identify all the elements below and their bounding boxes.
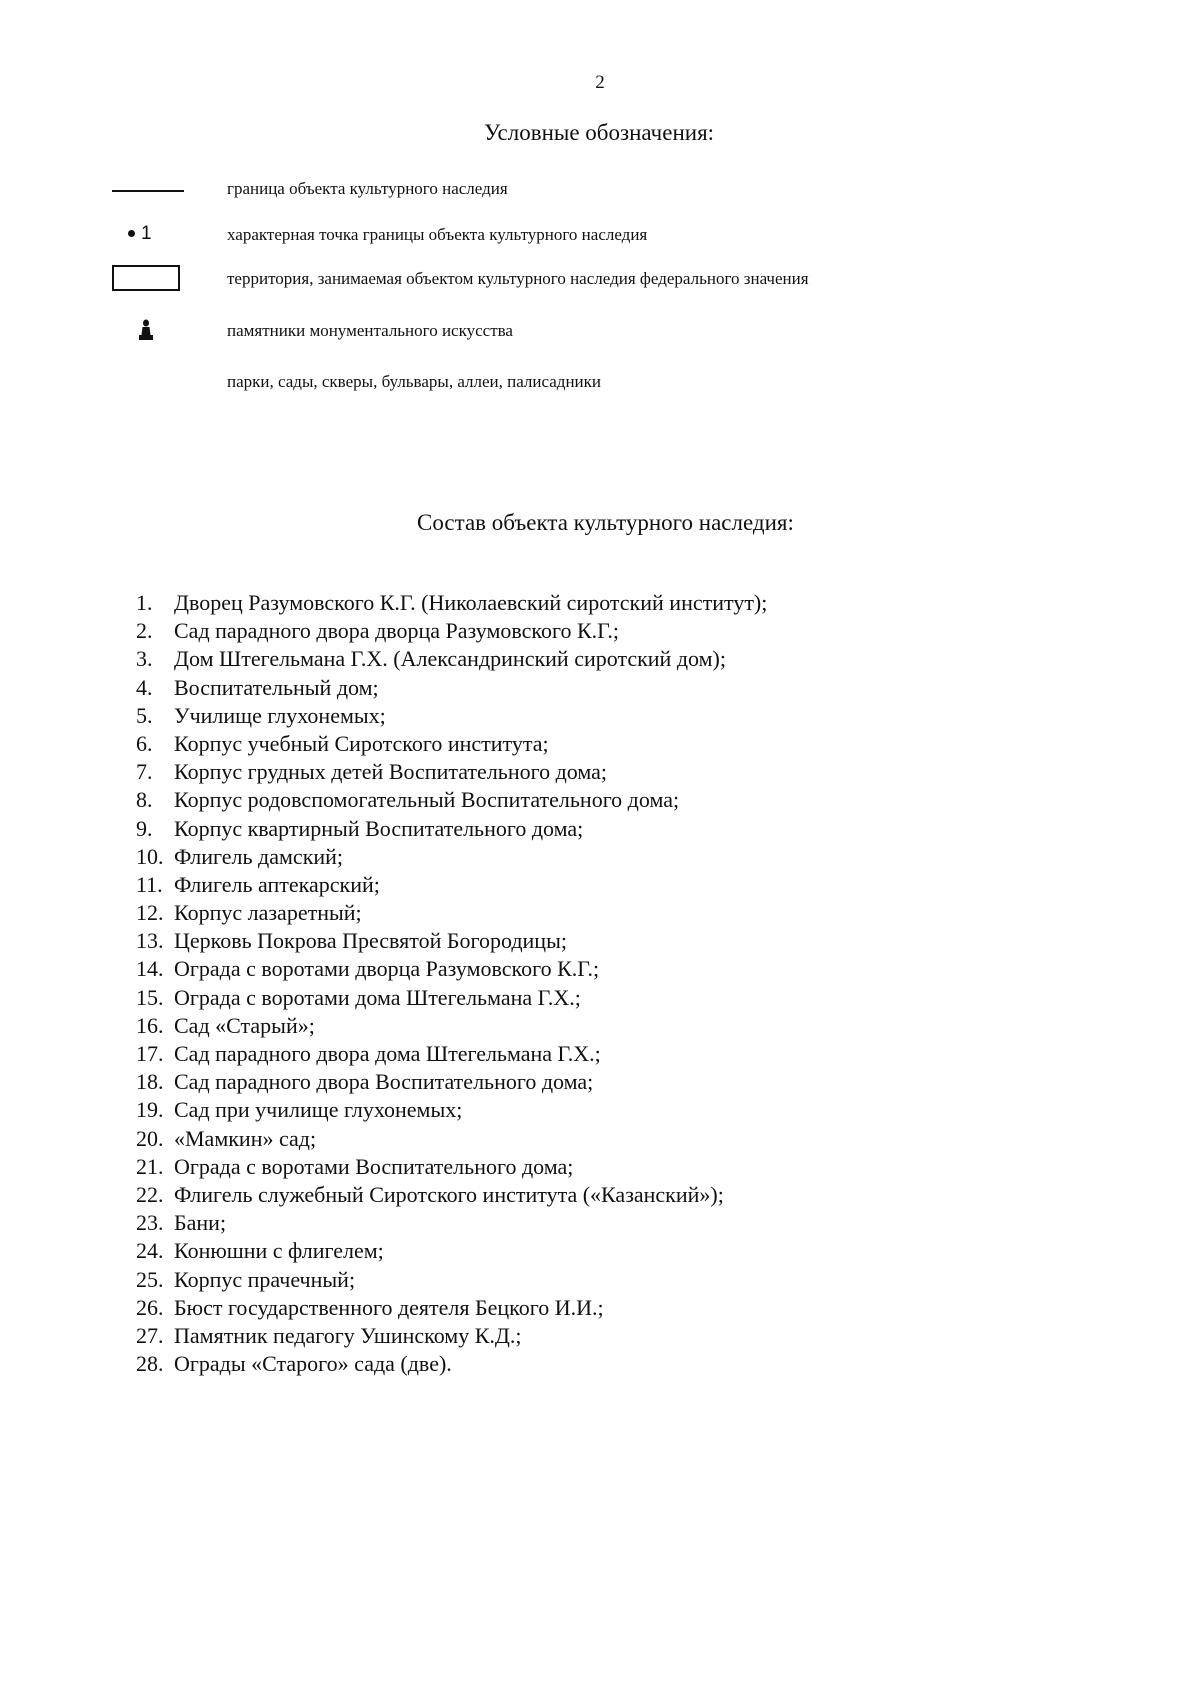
list-item-number: 5. <box>136 702 153 728</box>
list-item-number: 8. <box>136 787 153 813</box>
list-item-number: 4. <box>136 674 153 700</box>
legend-item-parks <box>0 366 1200 400</box>
list-item-text: Конюшни с флигелем; <box>174 1238 384 1264</box>
list-item-number: 15. <box>136 984 164 1010</box>
list-item-number: 9. <box>136 815 153 841</box>
list-item-number: 18. <box>136 1069 164 1095</box>
list-item-number: 24. <box>136 1238 164 1264</box>
list-item-text: Флигель дамский; <box>174 843 344 869</box>
list-item-number: 23. <box>136 1210 164 1236</box>
list-item-text: Корпус грудных детей Воспитательного дома; <box>174 759 607 785</box>
list-item-number: 12. <box>136 900 164 926</box>
list-item-text: Бани; <box>174 1210 227 1236</box>
list-item-number: 10. <box>136 843 164 869</box>
list-item-text: Корпус учебный Сиротского института; <box>174 730 549 756</box>
list-item-text: Флигель служебный Сиротского института («Казанский»); <box>174 1181 724 1207</box>
list-item-number: 6. <box>136 730 153 756</box>
legend-item-territory <box>0 263 1200 297</box>
legend-item-label: граница объекта культурного наследия <box>227 179 508 198</box>
parks-symbol <box>108 366 188 400</box>
list-item-number: 2. <box>136 618 153 644</box>
list-item-number: 3. <box>136 646 153 672</box>
list-item-text: Сад парадного двора дома Штегельмана Г.Х.; <box>174 1041 601 1066</box>
list-item-text: Церковь Покрова Пресвятой Богородицы; <box>174 928 567 954</box>
list-item-number: 19. <box>136 1097 164 1123</box>
composition-title: Состав объекта культурного наследия: <box>417 510 794 535</box>
list-item-text: Бюст государственного деятеля Бецкого И.И.; <box>174 1294 604 1320</box>
list-item-number: 13. <box>136 928 164 954</box>
list-item-text: Корпус квартирный Воспитательного дома; <box>174 815 584 841</box>
legend-item-label: характерная точка границы объекта культурного наследия <box>227 225 648 244</box>
list-item-number: 27. <box>136 1322 164 1348</box>
list-item-text: Сад парадного двора дворца Разумовского К.Г.; <box>174 618 619 644</box>
list-item-number: 16. <box>136 1012 164 1038</box>
list-item-text: Корпус прачечный; <box>174 1266 356 1292</box>
list-item-text: Ограда с воротами Воспитательного дома; <box>174 1153 574 1179</box>
list-item-text: Ограды «Старого» сада (две). <box>174 1351 452 1377</box>
monument-icon <box>108 315 188 349</box>
page-number: 2 <box>595 72 605 93</box>
list-item-text: Воспитательный дом; <box>174 674 379 700</box>
list-item-number: 1. <box>136 590 153 615</box>
boundary-line-icon <box>108 173 188 207</box>
list-item-text: Корпус родовспомогательный Воспитательного дома; <box>174 787 680 813</box>
list-item-text: Сад парадного двора Воспитательного дома; <box>174 1069 594 1095</box>
legend-item-monument <box>0 315 1200 349</box>
legend-title: Условные обозначения: <box>484 120 715 145</box>
list-item-text: Памятник педагогу Ушинскому К.Д.; <box>174 1322 522 1348</box>
list-item-number: 25. <box>136 1266 164 1292</box>
list-item-text: Корпус лазаретный; <box>174 900 362 926</box>
list-item-number: 17. <box>136 1041 164 1066</box>
list-item-number: 21. <box>136 1153 164 1179</box>
territory-rectangle-icon <box>108 263 188 297</box>
list-item-text: Ограда с воротами дворца Разумовского К.Г.; <box>174 956 600 982</box>
boundary-point-icon <box>108 219 188 253</box>
legend-item-label: памятники монументального искусства <box>227 321 513 340</box>
legend-item-boundary-point <box>0 219 1200 253</box>
list-item-text: «Мамкин» сад; <box>174 1125 317 1151</box>
legend-item-boundary <box>0 173 1200 207</box>
legend-item-label: территория, занимаемая объектом культурного наследия федерального значения <box>227 269 809 288</box>
list-item-number: 26. <box>136 1294 164 1320</box>
list-item-number: 14. <box>136 956 164 982</box>
list-item-text: Сад «Старый»; <box>174 1012 315 1038</box>
list-item-number: 22. <box>136 1181 164 1207</box>
list-item-text: Флигель аптекарский; <box>174 871 380 897</box>
list-item-number: 11. <box>136 871 163 897</box>
list-item-text: Училище глухонемых; <box>174 702 386 728</box>
list-item-text: Сад при училище глухонемых; <box>174 1097 463 1123</box>
list-item-text: Дворец Разумовского К.Г. (Николаевский сиротский институт); <box>174 590 768 615</box>
legend-item-label: парки, сады, скверы, бульвары, аллеи, палисадники <box>227 372 602 391</box>
list-item-text: Дом Штегельмана Г.Х. (Александринский сиротский дом); <box>174 646 726 672</box>
list-item-number: 28. <box>136 1351 164 1377</box>
list-item-number: 20. <box>136 1125 164 1151</box>
list-item-number: 7. <box>136 759 153 785</box>
boundary-point-label: 1 <box>141 223 152 244</box>
list-item-text: Ограда с воротами дома Штегельмана Г.Х.; <box>174 984 581 1010</box>
